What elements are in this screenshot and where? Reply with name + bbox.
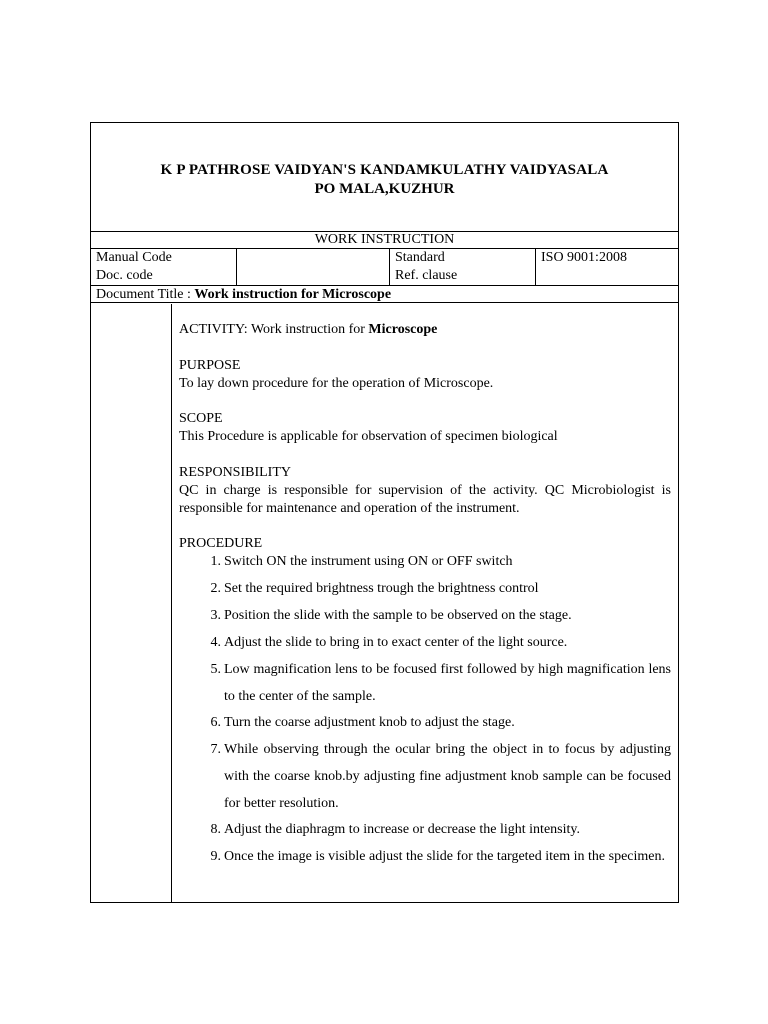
standard-cell bbox=[390, 249, 536, 285]
step-number: 6. bbox=[210, 715, 221, 730]
standard-value: ISO 9001:2008 bbox=[541, 250, 627, 265]
step-text: Adjust the diaphragm to increase or decrease the light intensity. bbox=[224, 822, 580, 837]
ref-clause-label: Ref. clause bbox=[395, 268, 458, 283]
company-address: PO MALA,KUZHUR bbox=[314, 181, 455, 197]
scope-heading: SCOPE bbox=[179, 411, 223, 426]
step-number: 3. bbox=[210, 608, 221, 623]
step-number: 1. bbox=[210, 554, 221, 569]
step-number: 9. bbox=[210, 849, 221, 864]
manual-code-label: Manual Code bbox=[96, 250, 172, 265]
company-name: K P PATHROSE VAIDYAN'S KANDAMKULATHY VAIDYASALA bbox=[160, 162, 609, 178]
activity-line bbox=[179, 321, 671, 339]
step-text: Set the required brightness trough the brightness control bbox=[224, 581, 539, 596]
step-text: Adjust the slide to bring in to exact center of the light source. bbox=[224, 635, 568, 650]
purpose-heading: PURPOSE bbox=[179, 358, 241, 373]
step-text: Switch ON the instrument using ON or OFF switch bbox=[224, 554, 513, 569]
manual-code-cell bbox=[91, 249, 237, 285]
step-number: 4. bbox=[210, 635, 221, 650]
step-text: Once the image is visible adjust the slide for the targeted item in the specimen. bbox=[224, 849, 666, 864]
procedure-heading: PROCEDURE bbox=[179, 536, 263, 551]
responsibility-heading: RESPONSIBILITY bbox=[179, 465, 292, 480]
step-number: 8. bbox=[210, 822, 221, 837]
step-number: 2. bbox=[210, 581, 221, 596]
left-margin-column bbox=[91, 304, 172, 902]
doc-code-label: Doc. code bbox=[96, 268, 153, 283]
work-instruction-label: WORK INSTRUCTION bbox=[91, 231, 678, 249]
step-number: 5. bbox=[210, 662, 221, 677]
step-text: Turn the coarse adjustment knob to adjust the stage. bbox=[224, 715, 515, 730]
document-title-label: Document Title : bbox=[96, 287, 195, 302]
step-text: Low magnification lens to be focused first followed by high magnification lens to the center of the sample. bbox=[224, 662, 671, 704]
activity-label: ACTIVITY: Work instruction for bbox=[179, 322, 369, 337]
document-title-row bbox=[91, 286, 678, 303]
code-row bbox=[91, 249, 678, 286]
step-text: Position the slide with the sample to be observed on the stage. bbox=[224, 608, 572, 623]
document-frame bbox=[90, 122, 679, 903]
activity-value: Microscope bbox=[368, 322, 438, 337]
purpose-text: To lay down procedure for the operation of Microscope. bbox=[179, 376, 494, 391]
document-header bbox=[91, 123, 678, 232]
standard-label: Standard bbox=[395, 250, 445, 265]
responsibility-text: QC in charge is responsible for supervision of the activity. QC Microbiologist is responsible for maintenance and operation of the instrument. bbox=[179, 483, 671, 516]
document-title-value: Work instruction for Microscope bbox=[194, 287, 392, 302]
scope-text: This Procedure is applicable for observation of specimen biological bbox=[179, 429, 558, 444]
step-text: While observing through the ocular bring the object in to focus by adjusting with the coarse knob.by adjusting fine adjustment knob sample can be focused for better resolution. bbox=[224, 742, 671, 811]
manual-code-value bbox=[237, 249, 390, 285]
step-number: 7. bbox=[210, 742, 221, 757]
